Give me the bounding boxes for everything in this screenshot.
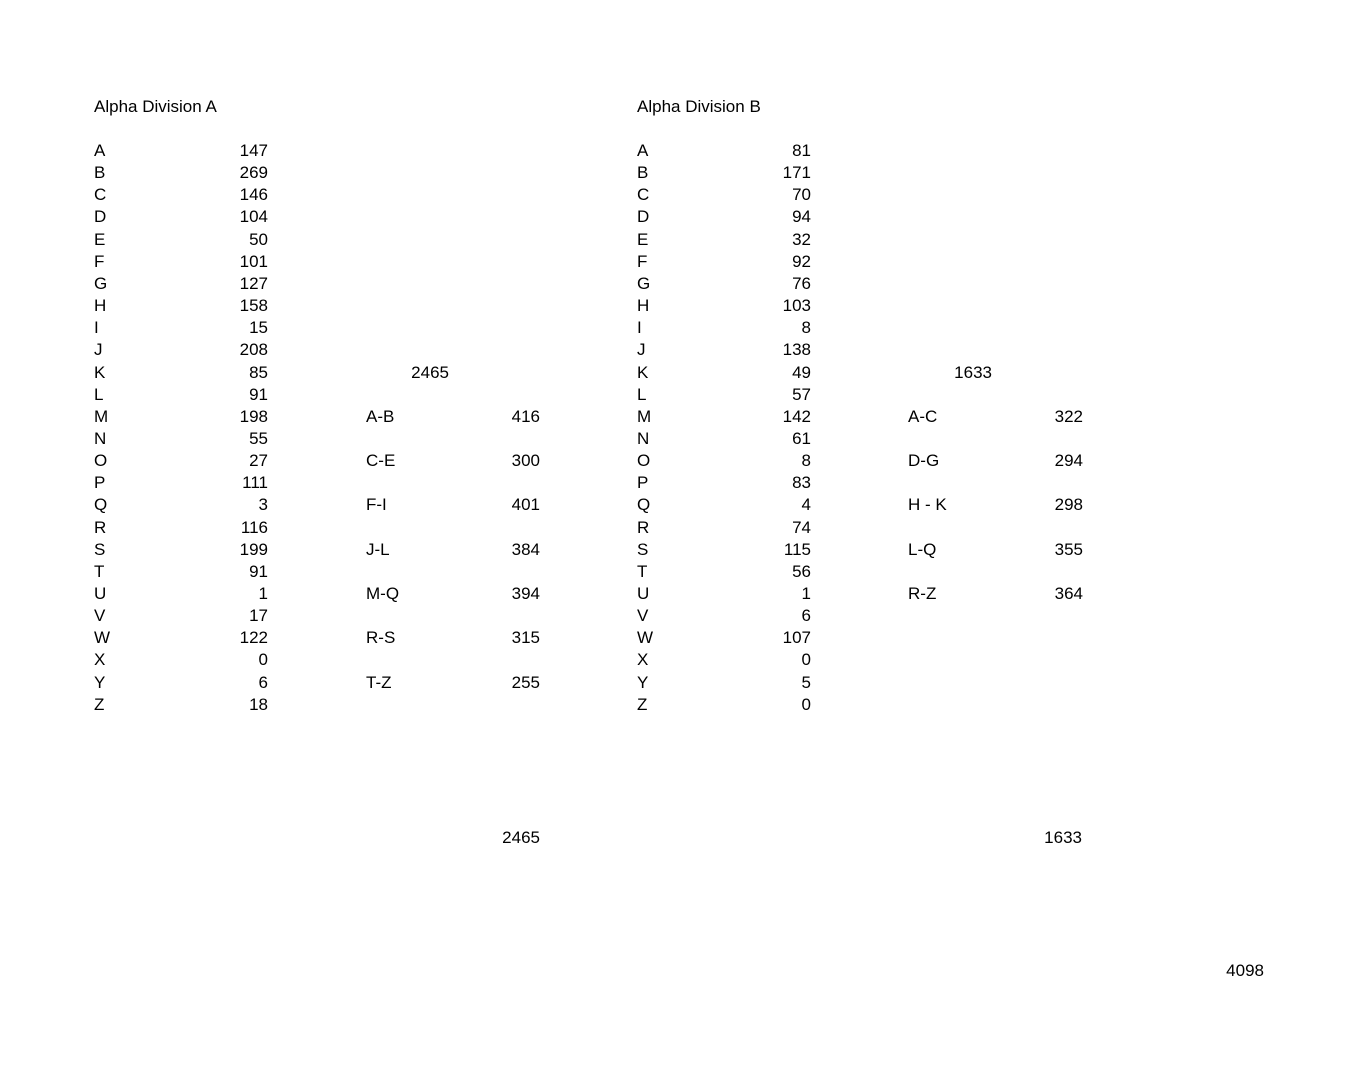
division-b-row-letter: W	[637, 628, 654, 648]
division-a-row-count: 85	[249, 362, 268, 382]
division-a-row-letter: T	[94, 561, 105, 581]
division-a-row-count: 3	[258, 495, 268, 515]
division-b-row-count: 5	[801, 672, 811, 692]
division-b-group-count: 294	[1054, 451, 1083, 471]
division-b-title: Alpha Division B	[637, 97, 761, 116]
division-b-row-count: 56	[792, 561, 811, 581]
division-b-group-range: R-Z	[908, 584, 937, 603]
division-b-group-range: H - K	[908, 495, 947, 515]
division-a-row-letter: Q	[94, 495, 108, 515]
division-a-row-letter: U	[94, 584, 107, 603]
division-a-row-count: 91	[249, 384, 268, 404]
division-b-row-count: 1	[801, 584, 811, 603]
division-a-row-count: 198	[239, 406, 268, 426]
division-b-group-range: D-G	[908, 451, 940, 471]
division-a-row-count: 17	[249, 606, 268, 626]
division-a-row-count: 18	[249, 694, 268, 714]
division-a-group-range: J-L	[366, 539, 390, 559]
division-b-row-letter: F	[637, 251, 648, 271]
division-a-row-letter: V	[94, 606, 106, 626]
division-a-group-count: 416	[511, 406, 540, 426]
division-b-row-letter: P	[637, 473, 649, 493]
division-a-row-count: 199	[239, 539, 268, 559]
division-a-row-letter: H	[94, 296, 107, 316]
division-b-row-letter: U	[637, 584, 650, 603]
division-b-row-count: 138	[782, 340, 811, 360]
division-b-group-count: 364	[1054, 584, 1083, 603]
division-a-row-letter: A	[94, 141, 106, 160]
division-a-row-letter: N	[94, 428, 107, 448]
division-a-group-count: 300	[511, 451, 540, 471]
division-b-bottom-total: 1633	[1044, 828, 1082, 847]
division-b-row-letter: N	[637, 428, 650, 448]
division-a-group-count: 315	[511, 628, 540, 648]
division-b-group-range: L-Q	[908, 539, 937, 559]
division-b-row-count: 142	[782, 406, 811, 426]
division-b-row-count: 115	[783, 539, 811, 559]
division-a-row-letter: P	[94, 473, 106, 493]
division-b-row-count: 0	[801, 650, 811, 670]
division-a-title: Alpha Division A	[94, 97, 217, 116]
division-a-group-count: 401	[511, 495, 540, 515]
division-a-row-letter: R	[94, 517, 107, 537]
division-b-group-total: 1633	[954, 363, 992, 382]
division-a-group-total: 2465	[411, 363, 449, 382]
division-a-row-count: 0	[258, 650, 268, 670]
division-a-row-count: 6	[258, 672, 268, 692]
division-a-group-range: F-I	[366, 495, 387, 515]
division-a-group-range: T-Z	[366, 672, 392, 692]
division-b-row-count: 8	[801, 318, 811, 338]
division-b-row-count: 81	[792, 141, 811, 160]
division-a-row-letter: E	[94, 229, 106, 249]
division-a-row-letter: O	[94, 451, 108, 471]
division-b-row-letter: A	[637, 141, 649, 160]
division-b-row-letter: H	[637, 296, 650, 316]
division-b-group-range: A-C	[908, 406, 938, 426]
division-b-row-letter: I	[637, 318, 642, 338]
division-b-row-count: 57	[792, 384, 811, 404]
division-b-row-count: 70	[792, 185, 811, 205]
division-b-row-count: 76	[792, 273, 811, 293]
division-b-group-count: 355	[1054, 539, 1083, 559]
division-a-group-count: 384	[511, 539, 540, 559]
division-b-row-letter: G	[637, 273, 651, 293]
division-a-row-count: 116	[240, 517, 268, 537]
division-a-row-count: 1	[258, 584, 268, 603]
division-b-row-letter: Y	[637, 672, 649, 692]
division-b-row-count: 107	[782, 628, 811, 648]
division-a-row-count: 104	[239, 207, 268, 227]
division-a-row-letter: K	[94, 362, 106, 382]
division-a-row-count: 147	[239, 141, 268, 160]
division-b-row-letter: L	[637, 384, 647, 404]
division-b-row-count: 94	[792, 207, 811, 227]
division-b-row-letter: R	[637, 517, 650, 537]
division-a-group-range: R-S	[366, 628, 396, 648]
division-a-row-count: 91	[249, 561, 268, 581]
division-a-bottom-total: 2465	[502, 828, 540, 847]
division-a-row-letter: D	[94, 207, 107, 227]
division-a-row-count: 50	[249, 229, 268, 249]
division-b-row-count: 103	[782, 296, 811, 316]
division-b-row-letter: E	[637, 229, 649, 249]
division-b-row-count: 4	[801, 495, 811, 515]
division-b-row-count: 6	[801, 606, 811, 626]
division-a-row-count: 146	[239, 185, 268, 205]
division-b-group-count: 322	[1054, 406, 1083, 426]
division-b-row-count: 74	[792, 517, 811, 537]
division-a-row-letter: I	[94, 318, 99, 338]
division-a-row-letter: J	[94, 340, 103, 360]
division-a-row-count: 15	[249, 318, 268, 338]
division-b-row-letter: C	[637, 185, 650, 205]
division-a-row-count: 122	[239, 628, 268, 648]
division-b-row-letter: V	[637, 606, 649, 626]
division-b-row-count: 0	[801, 694, 811, 714]
division-a-row-count: 55	[249, 428, 268, 448]
division-a-group-count: 394	[511, 584, 540, 603]
division-b-group-count: 298	[1054, 495, 1083, 515]
division-a-group-range: M-Q	[366, 584, 400, 603]
grand-total: 4098	[1226, 961, 1264, 980]
division-a-row-count: 158	[239, 296, 268, 316]
division-a-group-range: C-E	[366, 451, 396, 471]
division-a-row-count: 111	[242, 473, 268, 493]
division-b-row-count: 83	[792, 473, 811, 493]
division-a-row-letter: W	[94, 628, 111, 648]
division-a-row-letter: L	[94, 384, 104, 404]
division-a-group-range: A-B	[366, 406, 395, 426]
division-a-row-letter: M	[94, 406, 109, 426]
division-a-row-letter: G	[94, 273, 108, 293]
division-b-row-letter: B	[637, 163, 649, 183]
division-b-row-letter: Z	[637, 694, 648, 714]
division-a-row-letter: Z	[94, 694, 105, 714]
division-a-row-count: 101	[239, 251, 268, 271]
division-b-row-letter: O	[637, 451, 651, 471]
division-b-row-count: 8	[801, 451, 811, 471]
division-a-row-count: 269	[239, 163, 268, 183]
division-a-row-letter: S	[94, 539, 106, 559]
division-b-row-count: 32	[792, 229, 811, 249]
division-b-row-letter: X	[637, 650, 649, 670]
division-a-row-letter: Y	[94, 672, 106, 692]
division-a-row-count: 127	[239, 273, 268, 293]
division-a-group-count: 255	[511, 672, 540, 692]
division-a-row-letter: F	[94, 251, 105, 271]
division-a-row-letter: X	[94, 650, 106, 670]
division-b-row-letter: M	[637, 406, 652, 426]
division-b-row-count: 92	[792, 251, 811, 271]
division-b-row-letter: J	[637, 340, 646, 360]
division-b-row-letter: Q	[637, 495, 651, 515]
division-b-row-count: 61	[792, 428, 811, 448]
division-b-row-letter: S	[637, 539, 649, 559]
division-b-row-letter: T	[637, 561, 648, 581]
division-b-row-count: 49	[792, 362, 811, 382]
division-a-row-letter: B	[94, 163, 106, 183]
division-b-row-letter: K	[637, 362, 649, 382]
division-b-row-letter: D	[637, 207, 650, 227]
division-a-row-letter: C	[94, 185, 107, 205]
division-b-row-count: 171	[782, 163, 811, 183]
division-a-row-count: 208	[239, 340, 268, 360]
division-a-row-count: 27	[249, 451, 268, 471]
